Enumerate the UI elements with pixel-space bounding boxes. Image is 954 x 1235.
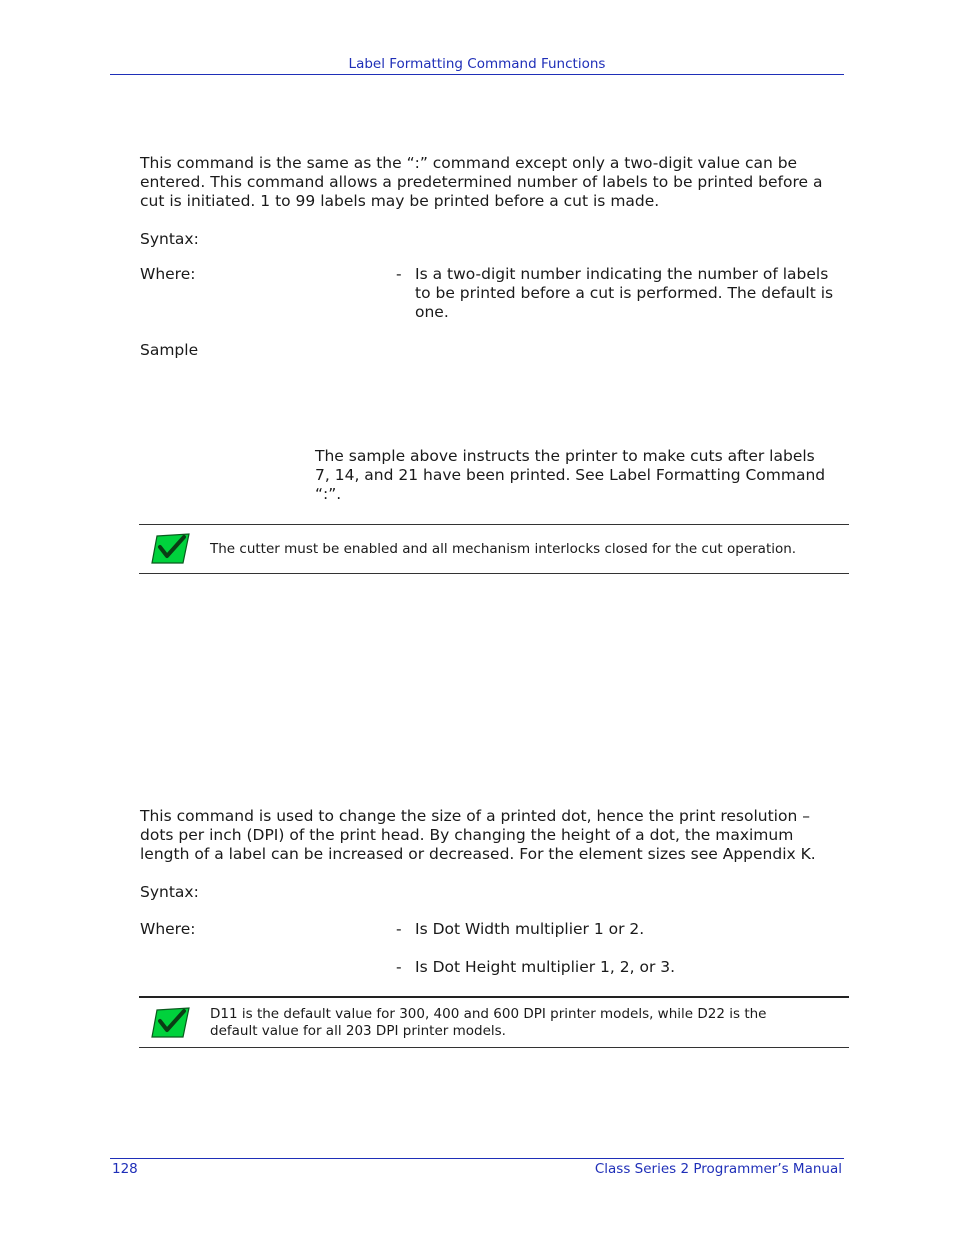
manual-title: Class Series 2 Programmer’s Manual <box>594 1161 842 1177</box>
cut-where-label: Where: <box>140 265 196 283</box>
dot-where-item-width <box>396 920 846 939</box>
where-line: Is a two-digit number indicating the number of labels <box>415 265 829 283</box>
running-header: Label Formatting Command Functions <box>348 56 606 72</box>
cut-note-text: The cutter must be enabled and all mechanism interlocks closed for the cut operation. <box>210 540 797 557</box>
footer-rule <box>110 1158 844 1159</box>
cut-description-line: This command is the same as the “:” command except only a two-digit value can be <box>140 154 798 172</box>
header-rule <box>110 74 844 75</box>
cut-note-box <box>139 524 849 574</box>
checkmark-note-icon <box>151 532 191 566</box>
dot-note-box <box>139 996 849 1048</box>
list-dash: - <box>396 958 402 976</box>
list-dash: - <box>396 920 402 938</box>
cut-sample-label: Sample <box>140 341 199 359</box>
dot-note-text <box>210 1006 766 1040</box>
dot-note-line: default value for all 203 DPI printer models. <box>210 1022 506 1039</box>
dot-where-text: Is Dot Width multiplier 1 or 2. <box>415 920 645 938</box>
dot-description-line: length of a label can be increased or decreased. For the element sizes see Appendix K. <box>140 845 816 863</box>
dot-syntax-label: Syntax: <box>140 883 199 901</box>
page-number: 128 <box>112 1161 138 1177</box>
dot-description-line: This command is used to change the size of a printed dot, hence the print resolution – <box>140 807 810 825</box>
where-line: one. <box>415 303 449 321</box>
cut-where-item <box>396 265 846 322</box>
dot-description <box>140 807 860 864</box>
sample-explanation-line: “:”. <box>315 485 342 503</box>
cut-syntax-label: Syntax: <box>140 230 199 248</box>
dot-where-label: Where: <box>140 920 196 938</box>
list-dash: - <box>396 265 402 283</box>
cut-where-text <box>415 265 833 322</box>
cut-description-line: entered. This command allows a predetermined number of labels to be printed before a <box>140 173 823 191</box>
sample-explanation-line: 7, 14, and 21 have been printed. See Label Formatting Command <box>315 466 826 484</box>
sample-explanation-line: The sample above instructs the printer to make cuts after labels <box>315 447 815 465</box>
where-line: to be printed before a cut is performed. The default is <box>415 284 834 302</box>
cut-description <box>140 154 860 211</box>
dot-description-line: dots per inch (DPI) of the print head. By changing the height of a dot, the maximum <box>140 826 794 844</box>
checkmark-note-icon <box>151 1006 191 1040</box>
cut-sample-explanation <box>315 447 855 504</box>
cut-description-line: cut is initiated. 1 to 99 labels may be printed before a cut is made. <box>140 192 660 210</box>
dot-where-item-height <box>396 958 846 977</box>
dot-note-line: D11 is the default value for 300, 400 and 600 DPI printer models, while D22 is the <box>210 1005 767 1022</box>
dot-where-text: Is Dot Height multiplier 1, 2, or 3. <box>415 958 676 976</box>
